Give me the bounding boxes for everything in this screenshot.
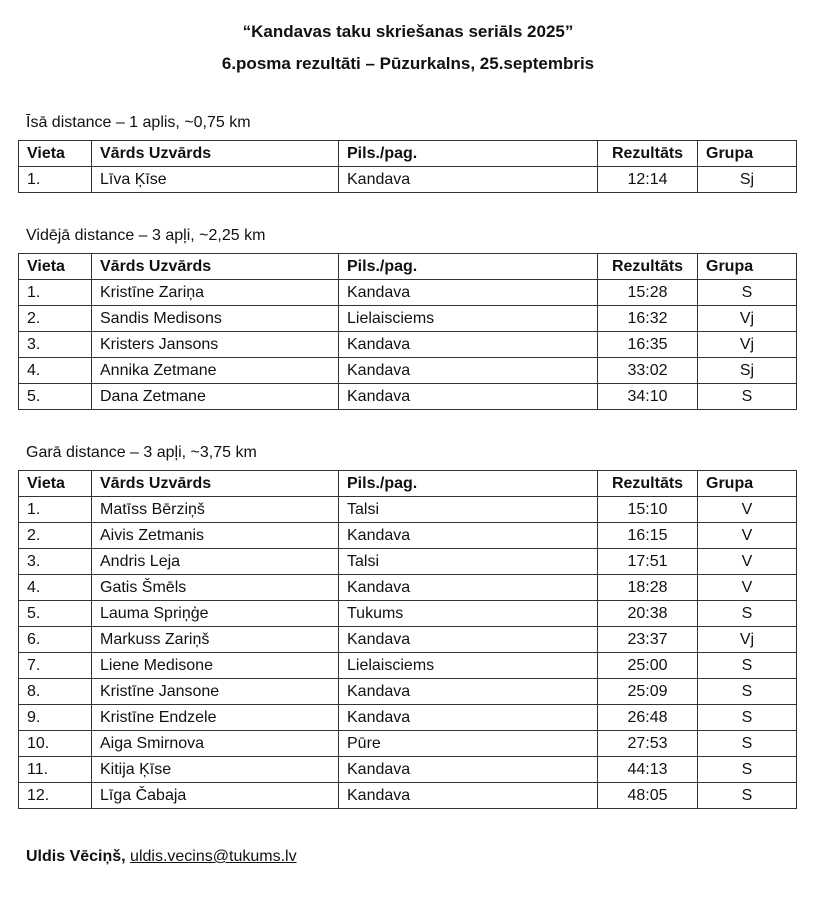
cell-result: 16:15 (598, 523, 698, 549)
cell-name: Kristīne Endzele (92, 705, 339, 731)
cell-name: Sandis Medisons (92, 306, 339, 332)
cell-town: Kandava (339, 757, 598, 783)
cell-group: S (698, 705, 797, 731)
col-group-header: Grupa (698, 254, 797, 280)
cell-group: V (698, 497, 797, 523)
cell-name: Lauma Spriņģe (92, 601, 339, 627)
col-result-header: Rezultāts (598, 254, 698, 280)
table-header-row (19, 254, 797, 280)
cell-result: 34:10 (598, 384, 698, 410)
cell-place: 3. (19, 549, 92, 575)
table-row (19, 757, 797, 783)
cell-group: V (698, 523, 797, 549)
col-name-header: Vārds Uzvārds (92, 141, 339, 167)
cell-place: 8. (19, 679, 92, 705)
cell-result: 23:37 (598, 627, 698, 653)
cell-town: Kandava (339, 575, 598, 601)
cell-place: 4. (19, 575, 92, 601)
col-place-header: Vieta (19, 254, 92, 280)
cell-result: 12:14 (598, 167, 698, 193)
cell-town: Kandava (339, 627, 598, 653)
cell-name: Aiga Smirnova (92, 731, 339, 757)
cell-group: S (698, 783, 797, 809)
cell-group: S (698, 280, 797, 306)
cell-town: Kandava (339, 332, 598, 358)
cell-group: S (698, 601, 797, 627)
cell-name: Annika Zetmane (92, 358, 339, 384)
cell-town: Kandava (339, 358, 598, 384)
cell-result: 26:48 (598, 705, 698, 731)
table-row (19, 497, 797, 523)
col-town-header: Pils./pag. (339, 141, 598, 167)
cell-name: Markuss Zariņš (92, 627, 339, 653)
table-row (19, 627, 797, 653)
cell-name: Kristīne Jansone (92, 679, 339, 705)
cell-town: Tukums (339, 601, 598, 627)
cell-group: V (698, 575, 797, 601)
col-town-header: Pils./pag. (339, 254, 598, 280)
col-name-header: Vārds Uzvārds (92, 254, 339, 280)
table-row (19, 575, 797, 601)
cell-group: Sj (698, 358, 797, 384)
table-row (19, 783, 797, 809)
table-row (19, 731, 797, 757)
cell-group: Vj (698, 306, 797, 332)
cell-name: Kristers Jansons (92, 332, 339, 358)
cell-result: 20:38 (598, 601, 698, 627)
cell-name: Gatis Šmēls (92, 575, 339, 601)
cell-result: 44:13 (598, 757, 698, 783)
cell-town: Kandava (339, 783, 598, 809)
cell-place: 5. (19, 384, 92, 410)
cell-name: Kitija Ķīse (92, 757, 339, 783)
cell-place: 5. (19, 601, 92, 627)
table-header-row (19, 141, 797, 167)
cell-group: S (698, 679, 797, 705)
table-row (19, 549, 797, 575)
cell-name: Aivis Zetmanis (92, 523, 339, 549)
col-result-header: Rezultāts (598, 471, 698, 497)
cell-result: 15:10 (598, 497, 698, 523)
cell-town: Kandava (339, 280, 598, 306)
col-group-header: Grupa (698, 141, 797, 167)
cell-town: Kandava (339, 679, 598, 705)
email-link[interactable]: uldis.vecins@tukums.lv (130, 848, 297, 865)
cell-result: 16:35 (598, 332, 698, 358)
table-row (19, 384, 797, 410)
cell-town: Kandava (339, 167, 598, 193)
cell-result: 27:53 (598, 731, 698, 757)
cell-place: 2. (19, 523, 92, 549)
cell-place: 3. (19, 332, 92, 358)
cell-name: Kristīne Zariņa (92, 280, 339, 306)
cell-result: 48:05 (598, 783, 698, 809)
section-heading: Vidējā distance – 3 apļi, ~2,25 km (26, 227, 266, 244)
table-row (19, 601, 797, 627)
col-place-header: Vieta (19, 471, 92, 497)
cell-place: 11. (19, 757, 92, 783)
cell-group: V (698, 549, 797, 575)
cell-group: S (698, 731, 797, 757)
cell-place: 10. (19, 731, 92, 757)
table-row (19, 705, 797, 731)
results-table (18, 140, 797, 193)
cell-place: 2. (19, 306, 92, 332)
cell-name: Dana Zetmane (92, 384, 339, 410)
section-heading: Īsā distance – 1 aplis, ~0,75 km (26, 114, 251, 131)
cell-place: 1. (19, 497, 92, 523)
cell-name: Andris Leja (92, 549, 339, 575)
table-header-row (19, 471, 797, 497)
table-row (19, 679, 797, 705)
cell-result: 33:02 (598, 358, 698, 384)
cell-place: 12. (19, 783, 92, 809)
cell-town: Talsi (339, 497, 598, 523)
cell-town: Lielaisciems (339, 653, 598, 679)
cell-place: 4. (19, 358, 92, 384)
cell-place: 1. (19, 167, 92, 193)
cell-town: Kandava (339, 523, 598, 549)
section-heading: Garā distance – 3 apļi, ~3,75 km (26, 444, 257, 461)
cell-result: 15:28 (598, 280, 698, 306)
cell-group: Vj (698, 627, 797, 653)
document-title: “Kandavas taku skriešanas seriāls 2025” (242, 22, 574, 41)
col-group-header: Grupa (698, 471, 797, 497)
cell-group: S (698, 757, 797, 783)
results-table (18, 253, 797, 410)
cell-result: 16:32 (598, 306, 698, 332)
cell-result: 18:28 (598, 575, 698, 601)
cell-result: 25:00 (598, 653, 698, 679)
cell-place: 7. (19, 653, 92, 679)
results-table (18, 470, 797, 809)
cell-name: Līga Čabaja (92, 783, 339, 809)
cell-place: 9. (19, 705, 92, 731)
table-row (19, 332, 797, 358)
cell-town: Talsi (339, 549, 598, 575)
cell-group: Sj (698, 167, 797, 193)
table-row (19, 167, 797, 193)
cell-name: Matīss Bērziņš (92, 497, 339, 523)
author-name: Uldis Vēciņš, (26, 848, 126, 865)
col-result-header: Rezultāts (598, 141, 698, 167)
cell-result: 25:09 (598, 679, 698, 705)
cell-group: Vj (698, 332, 797, 358)
document-subtitle: 6.posma rezultāti – Pūzurkalns, 25.septembris (221, 54, 595, 73)
table-row (19, 358, 797, 384)
cell-name: Liene Medisone (92, 653, 339, 679)
cell-result: 17:51 (598, 549, 698, 575)
cell-place: 1. (19, 280, 92, 306)
table-row (19, 653, 797, 679)
cell-name: Līva Ķīse (92, 167, 339, 193)
cell-town: Kandava (339, 705, 598, 731)
table-row (19, 306, 797, 332)
cell-place: 6. (19, 627, 92, 653)
cell-group: S (698, 384, 797, 410)
footer-contact (26, 848, 297, 866)
cell-town: Kandava (339, 384, 598, 410)
col-place-header: Vieta (19, 141, 92, 167)
cell-town: Lielaisciems (339, 306, 598, 332)
cell-group: S (698, 653, 797, 679)
col-town-header: Pils./pag. (339, 471, 598, 497)
table-row (19, 523, 797, 549)
cell-town: Pūre (339, 731, 598, 757)
table-row (19, 280, 797, 306)
col-name-header: Vārds Uzvārds (92, 471, 339, 497)
